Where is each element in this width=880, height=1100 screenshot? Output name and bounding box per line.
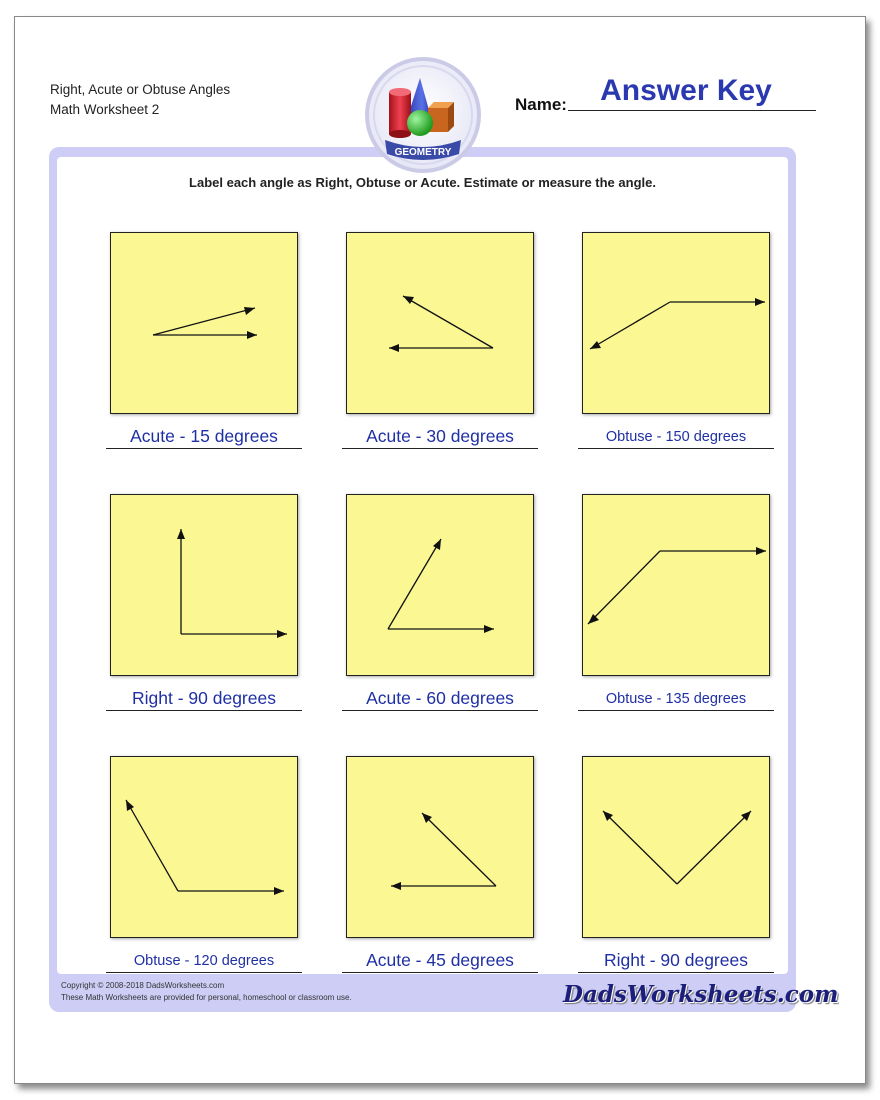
answer-label: Acute - 60 degrees: [366, 688, 514, 708]
footer-text: [61, 980, 352, 1004]
angle-diagram: [583, 757, 769, 937]
answer-line: [342, 448, 538, 449]
angle-box: [110, 494, 298, 676]
answer-line: [106, 448, 302, 449]
answer-label: Obtuse - 120 degrees: [133, 953, 275, 969]
answer-line: [342, 710, 538, 711]
answer-line: [578, 972, 774, 973]
worksheet-title: [50, 80, 230, 120]
answer-label: Acute - 45 degrees: [366, 950, 514, 970]
brand-logo: DadsWorksheets.com: [563, 981, 839, 1008]
angle-diagram: [347, 233, 533, 413]
title-line-2: Math Worksheet 2: [50, 102, 160, 117]
angle-diagram: [347, 495, 533, 675]
usage-notice: These Math Worksheets are provided for personal, homeschool or classroom use.: [61, 993, 352, 1002]
angle-box: [346, 494, 534, 676]
answer-line: [106, 710, 302, 711]
answer-label: Acute - 30 degrees: [366, 426, 514, 446]
angle-diagram: [111, 233, 297, 413]
geometry-logo: [364, 56, 482, 174]
copyright-text: Copyright © 2008-2018 DadsWorksheets.com: [61, 981, 225, 990]
angle-box: [582, 494, 770, 676]
angle-box: [346, 756, 534, 938]
answer-key-text: Answer Key: [600, 74, 772, 107]
angle-box: [110, 232, 298, 414]
instructions: Label each angle as Right, Obtuse or Acute. Estimate or measure the angle.: [189, 175, 656, 190]
answer-label: Right - 90 degrees: [604, 950, 748, 970]
angle-box: [582, 756, 770, 938]
answer-label: Right - 90 degrees: [132, 688, 276, 708]
title-line-1: Right, Acute or Obtuse Angles: [50, 82, 231, 97]
name-label: Name:: [515, 95, 567, 114]
angle-diagram: [347, 757, 533, 937]
answer-label: Obtuse - 135 degrees: [605, 691, 747, 707]
answer-line: [342, 972, 538, 973]
answer-line: [578, 448, 774, 449]
angle-diagram: [111, 757, 297, 937]
angle-box: [110, 756, 298, 938]
angle-diagram: [583, 233, 769, 413]
angle-box: [346, 232, 534, 414]
answer-line: [578, 710, 774, 711]
angle-diagram: [583, 495, 769, 675]
angle-diagram: [111, 495, 297, 675]
name-line: [568, 110, 816, 111]
angle-box: [582, 232, 770, 414]
logo-text: GEOMETRY: [394, 147, 452, 158]
answer-label: Acute - 15 degrees: [130, 426, 278, 446]
answer-line: [106, 972, 302, 973]
answer-label: Obtuse - 150 degrees: [605, 429, 747, 445]
